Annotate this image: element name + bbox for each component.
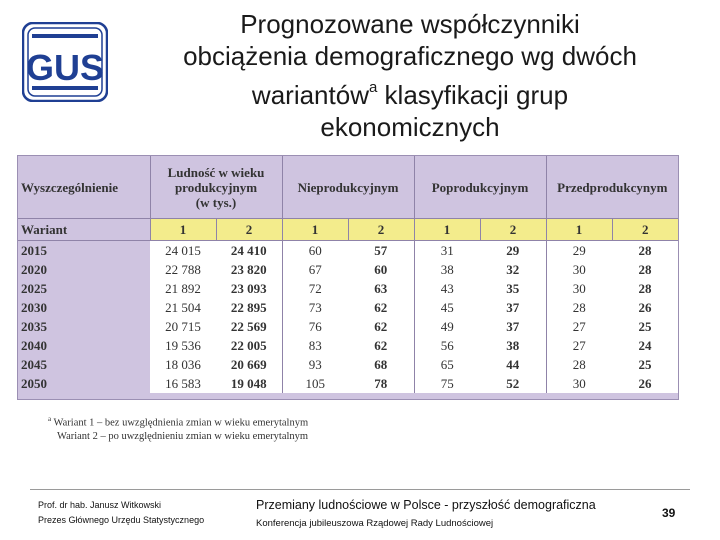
row-year: 2020 — [18, 260, 150, 279]
row-year: 2040 — [18, 336, 150, 355]
table-cell: 35 — [480, 279, 546, 298]
variant-cell: 1 — [546, 219, 612, 241]
table-cell: 20 669 — [216, 355, 282, 374]
table-cell: 28 — [612, 260, 678, 279]
table-cell: 24 015 — [150, 241, 216, 261]
footnote — [48, 413, 448, 443]
header-productive-line-1: Ludność w wieku — [167, 164, 265, 180]
row-year: 2050 — [18, 374, 150, 393]
table-row — [18, 355, 678, 374]
row-year: 2030 — [18, 298, 150, 317]
gus-logo-text: GUS — [25, 47, 105, 88]
table-cell: 30 — [546, 374, 612, 393]
table-cell: 19 048 — [216, 374, 282, 393]
table-cell: 22 005 — [216, 336, 282, 355]
title-footnote-marker: a — [368, 79, 378, 96]
table-cell: 28 — [612, 241, 678, 261]
table-cell: 19 536 — [150, 336, 216, 355]
variant-cell: 1 — [282, 219, 348, 241]
table-cell: 28 — [612, 279, 678, 298]
table-cell: 62 — [348, 298, 414, 317]
table-cell: 24 410 — [216, 241, 282, 261]
table-row — [18, 241, 678, 261]
variant-cell: 2 — [348, 219, 414, 241]
table-cell: 78 — [348, 374, 414, 393]
conference-subtitle: Konferencja jubileuszowa Rządowej Rady Ludnościowej — [256, 518, 494, 529]
table-cell: 27 — [546, 336, 612, 355]
footnote-line-1-text: Wariant 1 – bez uwzględnienia zmian w wieku emerytalnym — [51, 417, 309, 429]
title-line-3-pre: wariantów — [251, 80, 369, 110]
variant-cell: 2 — [612, 219, 678, 241]
table-cell: 63 — [348, 279, 414, 298]
table-cell: 52 — [480, 374, 546, 393]
table-cell: 31 — [414, 241, 480, 261]
table-cell: 22 788 — [150, 260, 216, 279]
table-cell: 75 — [414, 374, 480, 393]
table-cell: 43 — [414, 279, 480, 298]
header-preproductive: Przedprodukcynym — [557, 179, 668, 195]
table-cell: 57 — [348, 241, 414, 261]
table-cell: 25 — [612, 355, 678, 374]
title-line-3-post: klasyfikacji grup — [377, 80, 569, 110]
header-productive-line-2: produkcyjnym — [174, 179, 258, 195]
table-cell: 62 — [348, 336, 414, 355]
header-spec: Wyszczególnienie — [18, 156, 150, 219]
table-cell: 29 — [480, 241, 546, 261]
title-line-1: Prognozowane współczynniki — [240, 9, 580, 39]
footnote-line-1 — [48, 413, 448, 430]
author-name: Prof. dr hab. Janusz Witkowski — [38, 500, 162, 510]
title-line-2: obciążenia demograficznego wg dwóch — [183, 41, 637, 71]
table-cell: 105 — [282, 374, 348, 393]
table-cell: 38 — [414, 260, 480, 279]
table-header-row — [18, 156, 678, 219]
header-nonproductive: Nieprodukcyjnym — [282, 156, 414, 219]
table-cell: 73 — [282, 298, 348, 317]
table-cell: 45 — [414, 298, 480, 317]
header-productive-line-3: (w tys.) — [195, 194, 237, 210]
variant-cell: 1 — [150, 219, 216, 241]
footer-divider — [30, 489, 690, 490]
table-row — [18, 374, 678, 393]
variant-cell: 2 — [480, 219, 546, 241]
variant-cell: 1 — [414, 219, 480, 241]
table-cell: 37 — [480, 298, 546, 317]
table-cell: 23 093 — [216, 279, 282, 298]
footer-author — [38, 498, 204, 528]
author-role: Prezes Głównego Urzędu Statystycznego — [38, 515, 205, 525]
header-productive — [150, 156, 282, 219]
table-cell: 30 — [546, 260, 612, 279]
page-title — [140, 8, 680, 143]
table-row — [18, 317, 678, 336]
table-cell: 83 — [282, 336, 348, 355]
row-year: 2015 — [18, 241, 150, 261]
table-cell: 37 — [480, 317, 546, 336]
table-cell: 26 — [612, 298, 678, 317]
table-cell: 65 — [414, 355, 480, 374]
table-cell: 21 892 — [150, 279, 216, 298]
table-cell: 56 — [414, 336, 480, 355]
footnote-line-2: Wariant 2 – po uwzględnieniu zmian w wieku emerytalnym — [57, 430, 309, 442]
table-cell: 29 — [546, 241, 612, 261]
table-cell: 60 — [282, 241, 348, 261]
row-year: 2035 — [18, 317, 150, 336]
table-cell: 21 504 — [150, 298, 216, 317]
table-row — [18, 260, 678, 279]
table-cell: 16 583 — [150, 374, 216, 393]
table-cell: 28 — [546, 355, 612, 374]
row-year: 2045 — [18, 355, 150, 374]
variant-row — [18, 219, 678, 241]
table-cell: 68 — [348, 355, 414, 374]
gus-logo — [22, 22, 108, 102]
table-cell: 44 — [480, 355, 546, 374]
table-cell: 38 — [480, 336, 546, 355]
table-cell: 67 — [282, 260, 348, 279]
table-cell: 93 — [282, 355, 348, 374]
table-cell: 49 — [414, 317, 480, 336]
table-row — [18, 279, 678, 298]
gus-logo-icon — [22, 22, 108, 102]
table-row — [18, 336, 678, 355]
variant-label: Wariant — [18, 219, 150, 241]
table-cell: 27 — [546, 317, 612, 336]
table-cell: 22 895 — [216, 298, 282, 317]
variant-cell: 2 — [216, 219, 282, 241]
header-postproductive: Poprodukcyjnym — [414, 156, 546, 219]
table-cell: 30 — [546, 279, 612, 298]
table-cell: 18 036 — [150, 355, 216, 374]
table-cell: 22 569 — [216, 317, 282, 336]
title-line-3 — [140, 72, 680, 111]
table-cell: 20 715 — [150, 317, 216, 336]
table-cell: 62 — [348, 317, 414, 336]
table-cell: 60 — [348, 260, 414, 279]
table-cell: 28 — [546, 298, 612, 317]
conference-title: Przemiany ludnościowe w Polsce - przyszłość demograficzna — [256, 498, 596, 512]
page-number: 39 — [662, 506, 676, 520]
table-row — [18, 298, 678, 317]
table-cell: 76 — [282, 317, 348, 336]
title-line-4: ekonomicznych — [320, 112, 500, 142]
row-year: 2025 — [18, 279, 150, 298]
table-cell: 32 — [480, 260, 546, 279]
table-cell: 23 820 — [216, 260, 282, 279]
table-cell: 24 — [612, 336, 678, 355]
table-cell: 25 — [612, 317, 678, 336]
table-cell: 26 — [612, 374, 678, 393]
data-table — [17, 155, 679, 400]
footnote-marker: a — [48, 415, 52, 423]
table-cell: 72 — [282, 279, 348, 298]
